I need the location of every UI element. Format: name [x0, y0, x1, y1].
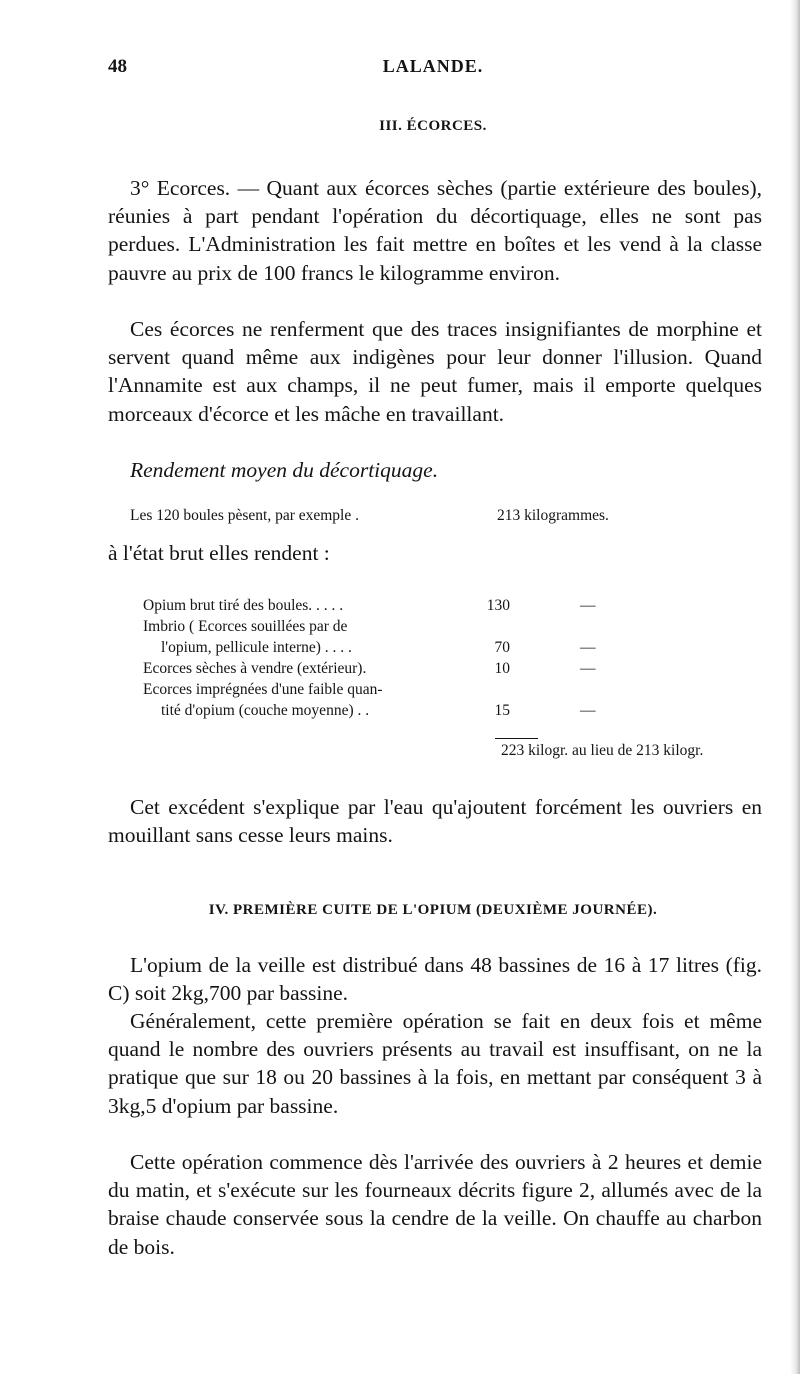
row-dash: — [580, 660, 596, 677]
running-header [108, 56, 758, 86]
section-3-paragraph-1: 3° Ecorces. — Quant aux écorces sèches (partie extérieure des boules), réunies à part pendant l'opération du décortiquage, elles ne sont pas perdues. L'Administration les fait mettre en boîtes et les vend à la classe pauvre au prix de 100 francs le kilogramme environ. [108, 176, 762, 285]
section-4-heading: IV. PREMIÈRE CUITE DE L'OPIUM (DEUXIÈME JOURNÉE). [208, 902, 658, 918]
row-dash: — [580, 639, 596, 656]
row-label: Opium brut tiré des boules. . . . . [143, 597, 344, 614]
weight-value: 213 kilogrammes. [497, 507, 609, 524]
section-3-paragraph-2: Ces écorces ne renferment que des traces insignifiantes de morphine et servent quand même aux indigènes pour leur donner l'illusion. Quand l'Annamite est aux champs, il ne peut fumer, mais il emporte quelques morceaux d'écorce et les mâche en travaillant. [108, 317, 762, 426]
section-4-paragraph-1: L'opium de la veille est distribué dans 48 bassines de 16 à 17 litres (fig. C) soit 2kg,700 par bassine. [108, 953, 762, 1006]
section-4-paragraph-3: Cette opération commence dès l'arrivée des ouvriers à 2 heures et demie du matin, et s'exécute sur les fourneaux décrits figure 2, allumés avec de la braise chaude conservée sous la cendre de la veille. On chauffe au charbon de bois. [108, 1150, 762, 1259]
section-3-paragraph-3: Cet excédent s'explique par l'eau qu'ajoutent forcément les ouvriers en mouillant sans cesse leurs mains. [108, 795, 762, 848]
table-row [143, 595, 783, 616]
table-row [143, 679, 783, 700]
section-4-paragraph-2: Généralement, cette première opération se fait en deux fois et même quand le nombre des ouvriers présents au travail est insuffisant, on ne la pratique que sur 18 ou 20 bassines à la fois, en mettant par conséquent 3 à 3kg,5 d'opium par bassine. [108, 1009, 762, 1118]
row-label: Imbrio ( Ecorces souillées par de [143, 618, 348, 635]
yield-table [143, 595, 783, 721]
page-edge-shadow [790, 0, 800, 1374]
row-value: 70 [494, 639, 510, 656]
running-title: LALANDE. [382, 56, 484, 76]
page-number: 48 [108, 56, 127, 77]
table-row [143, 700, 783, 721]
row-dash: — [580, 597, 596, 614]
row-value: 15 [494, 702, 510, 719]
row-label: l'opium, pellicule interne) . . . . [161, 639, 352, 656]
table-row [143, 637, 783, 658]
yield-total: 223 kilogr. au lieu de 213 kilogr. [501, 742, 704, 759]
sum-rule [495, 738, 538, 739]
yield-intro: à l'état brut elles rendent : [108, 541, 330, 565]
table-row [143, 658, 783, 679]
row-label: Ecorces imprégnées d'une faible quan- [143, 681, 383, 698]
row-value: 10 [494, 660, 510, 677]
row-value: 130 [486, 597, 510, 614]
weight-statement: Les 120 boules pèsent, par exemple . [130, 507, 359, 524]
row-dash: — [580, 702, 596, 719]
section-3-heading: III. ÉCORCES. [379, 118, 487, 134]
row-label: tité d'opium (couche moyenne) . . [161, 702, 370, 719]
yield-subheading: Rendement moyen du décortiquage. [130, 458, 439, 482]
table-row [143, 616, 783, 637]
row-label: Ecorces sèches à vendre (extérieur). [143, 660, 367, 677]
